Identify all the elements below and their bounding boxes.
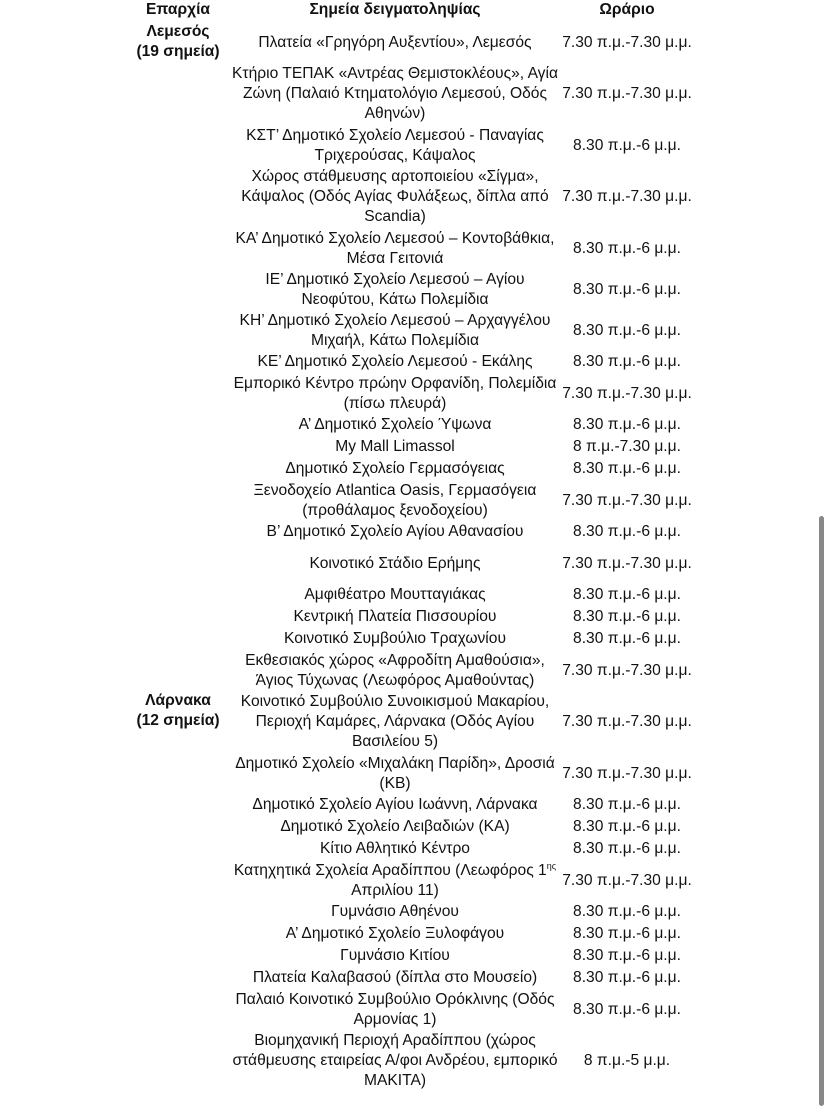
sampling-point: Βιομηχανική Περιοχή Αραδίππου (χώρος στάθμευσης εταιρείας Α/φοι Ανδρέου, εμπορικό ΜΑΚΙΤΑ) (232, 1032, 558, 1089)
sampling-point: Κεντρική Πλατεία Πισσουρίου (293, 608, 497, 625)
sampling-point: Χώρος στάθμευσης αρτοποιείου «Σίγμα», Κάψαλος (Οδός Αγίας Φυλάξεως, δίπλα από Scandia) (241, 168, 549, 225)
opening-hours: 7.30 π.μ.-7.30 μ.μ. (562, 764, 692, 782)
sampling-point: Β’ Δημοτικό Σχολείο Αγίου Αθανασίου (266, 523, 524, 540)
sampling-point: ΙΕ’ Δημοτικό Σχολείο Λεμεσού – Αγίου Νεοφύτου, Κάτω Πολεμίδια (265, 270, 525, 308)
opening-hours: 7.30 π.μ.-7.30 μ.μ. (562, 33, 692, 51)
district-count: (19 σημεία) (136, 43, 220, 60)
opening-hours: 7.30 π.μ.-7.30 μ.μ. (562, 661, 692, 679)
sampling-point: Κοινοτικό Συμβούλιο Συνοικισμού Μακαρίου, Περιοχή Καμάρες, Λάρνακα (Οδός Αγίου Βασιλείου 5) (240, 693, 550, 750)
header-district: Επαρχία (145, 1, 211, 18)
opening-hours: 8.30 π.μ.-6 μ.μ. (573, 796, 681, 813)
sampling-point: ΚΕ’ Δημοτικό Σχολείο Λεμεσού - Εκάλης (257, 353, 533, 370)
opening-hours: 8.30 π.μ.-6 μ.μ. (573, 947, 681, 964)
sampling-point: Εμπορικό Κέντρο πρώην Ορφανίδη, Πολεμίδια (πίσω πλευρά) (233, 374, 557, 412)
sampling-point: Πλατεία «Γρηγόρη Αυξεντίου», Λεμεσός (258, 33, 532, 51)
sampling-point-text: Απριλίου 11) (351, 881, 439, 899)
opening-hours: 8.30 π.μ.-6 μ.μ. (573, 280, 681, 298)
table-row (128, 22, 692, 63)
sampling-point: My Mall Limassol (335, 438, 455, 455)
table-row (128, 691, 692, 753)
opening-hours: 8.30 π.μ.-6 μ.μ. (573, 136, 681, 154)
opening-hours: 8.30 π.μ.-6 μ.μ. (573, 321, 681, 339)
header-hours: Ωράριο (599, 1, 655, 18)
sampling-point: Παλαιό Κοινοτικό Συμβούλιο Ορόκλινης (Οδός Αρμονίας 1) (235, 990, 555, 1028)
sampling-point: ΚΣΤ’ Δημοτικό Σχολείο Λεμεσού - Παναγίας Τριχερούσας, Κάψαλος (246, 126, 544, 164)
sampling-point: Δημοτικό Σχολείο «Μιχαλάκη Παρίδη», Δροσιά (ΚΒ) (235, 754, 555, 792)
sampling-point: Κοινοτικό Στάδιο Ερήμης (309, 554, 481, 572)
district-name: Λεμεσός (146, 23, 210, 40)
district-cell-larnaca (128, 691, 228, 1092)
sampling-point: Κτήριο ΤΕΠΑΚ «Αντρέας Θεμιστοκλέους», Αγία Ζώνη (Παλαιό Κτηματολόγιο Λεμεσού, Οδός Αθηνών) (232, 65, 558, 122)
opening-hours: 8.30 π.μ.-6 μ.μ. (573, 925, 681, 942)
opening-hours: 7.30 π.μ.-7.30 μ.μ. (562, 871, 692, 889)
sampling-point: ΚΑ’ Δημοτικό Σχολείο Λεμεσού – Κοντοβάθκια, Μέσα Γειτονιά (235, 229, 555, 267)
sampling-point: Αμφιθέατρο Μουτταγιάκας (304, 586, 486, 603)
sampling-point: Γυμνάσιο Κιτίου (340, 947, 450, 964)
opening-hours: 7.30 π.μ.-7.30 μ.μ. (562, 713, 692, 730)
sampling-point: Κίτιο Αθλητικό Κέντρο (320, 840, 470, 857)
opening-hours: 8.30 π.μ.-6 μ.μ. (573, 523, 681, 540)
opening-hours: 8.30 π.μ.-6 μ.μ. (573, 586, 681, 603)
opening-hours: 7.30 π.μ.-7.30 μ.μ. (562, 554, 692, 572)
sampling-point: Γυμνάσιο Αθηένου (331, 903, 459, 920)
sampling-point: Δημοτικό Σχολείο Γερμασόγειας (285, 460, 505, 477)
sampling-point: Α’ Δημοτικό Σχολείο Ύψωνα (298, 416, 492, 433)
district-name: Λάρνακα (145, 692, 211, 709)
sampling-point: Πλατεία Καλαβασού (δίπλα στο Μουσείο) (252, 969, 538, 986)
table-header-row (128, 0, 692, 22)
opening-hours: 8.30 π.μ.-6 μ.μ. (573, 630, 681, 647)
opening-hours: 7.30 π.μ.-7.30 μ.μ. (562, 384, 692, 402)
opening-hours: 8.30 π.μ.-6 μ.μ. (573, 818, 681, 835)
opening-hours: 8.30 π.μ.-6 μ.μ. (573, 353, 681, 370)
opening-hours: 8.30 π.μ.-6 μ.μ. (573, 969, 681, 986)
vertical-scrollbar[interactable] (819, 516, 824, 1106)
district-cell-limassol (128, 22, 228, 691)
opening-hours: 8.30 π.μ.-6 μ.μ. (573, 840, 681, 857)
sampling-point: Δημοτικό Σχολείο Αγίου Ιωάννη, Λάρνακα (252, 796, 538, 813)
opening-hours: 7.30 π.μ.-7.30 μ.μ. (562, 188, 692, 205)
opening-hours: 7.30 π.μ.-7.30 μ.μ. (562, 491, 692, 509)
opening-hours: 7.30 π.μ.-7.30 μ.μ. (562, 85, 692, 102)
opening-hours: 8.30 π.μ.-6 μ.μ. (573, 608, 681, 625)
district-count: (12 σημεία) (136, 712, 220, 729)
opening-hours: 8.30 π.μ.-6 μ.μ. (573, 416, 681, 433)
opening-hours: 8.30 π.μ.-6 μ.μ. (573, 903, 681, 920)
opening-hours: 8.30 π.μ.-6 μ.μ. (573, 1000, 681, 1018)
opening-hours: 8 π.μ.-7.30 μ.μ. (573, 438, 681, 455)
opening-hours: 8.30 π.μ.-6 μ.μ. (573, 239, 681, 257)
sampling-point: Κοινοτικό Συμβούλιο Τραχωνίου (284, 630, 506, 647)
ordinal-suffix: ης (546, 860, 557, 871)
sampling-point-text: Κατηχητικά Σχολεία Αραδίππου (Λεωφόρος 1 (233, 861, 547, 879)
opening-hours: 8 π.μ.-5 μ.μ. (583, 1052, 671, 1069)
header-sampling-points: Σημεία δειγματοληψίας (309, 1, 481, 18)
sampling-point (228, 860, 562, 901)
sampling-point: ΚΗ’ Δημοτικό Σχολείο Λεμεσού – Αρχαγγέλου Μιχαήλ, Κάτω Πολεμίδια (239, 311, 551, 349)
sampling-point: Α’ Δημοτικό Σχολείο Ξυλοφάγου (285, 925, 505, 942)
sampling-point: Δημοτικό Σχολείο Λειβαδιών (ΚΑ) (280, 818, 510, 835)
sampling-point: Εκθεσιακός χώρος «Αφροδίτη Αμαθούσια», Άγιος Τύχωνας (Λεωφόρος Αμαθούντας) (245, 651, 545, 689)
sampling-point: Ξενοδοχείο Atlantica Oasis, Γερμασόγεια (προθάλαμος ξενοδοχείου) (253, 481, 537, 519)
opening-hours: 8.30 π.μ.-6 μ.μ. (573, 460, 681, 477)
sampling-points-table (128, 0, 692, 1092)
